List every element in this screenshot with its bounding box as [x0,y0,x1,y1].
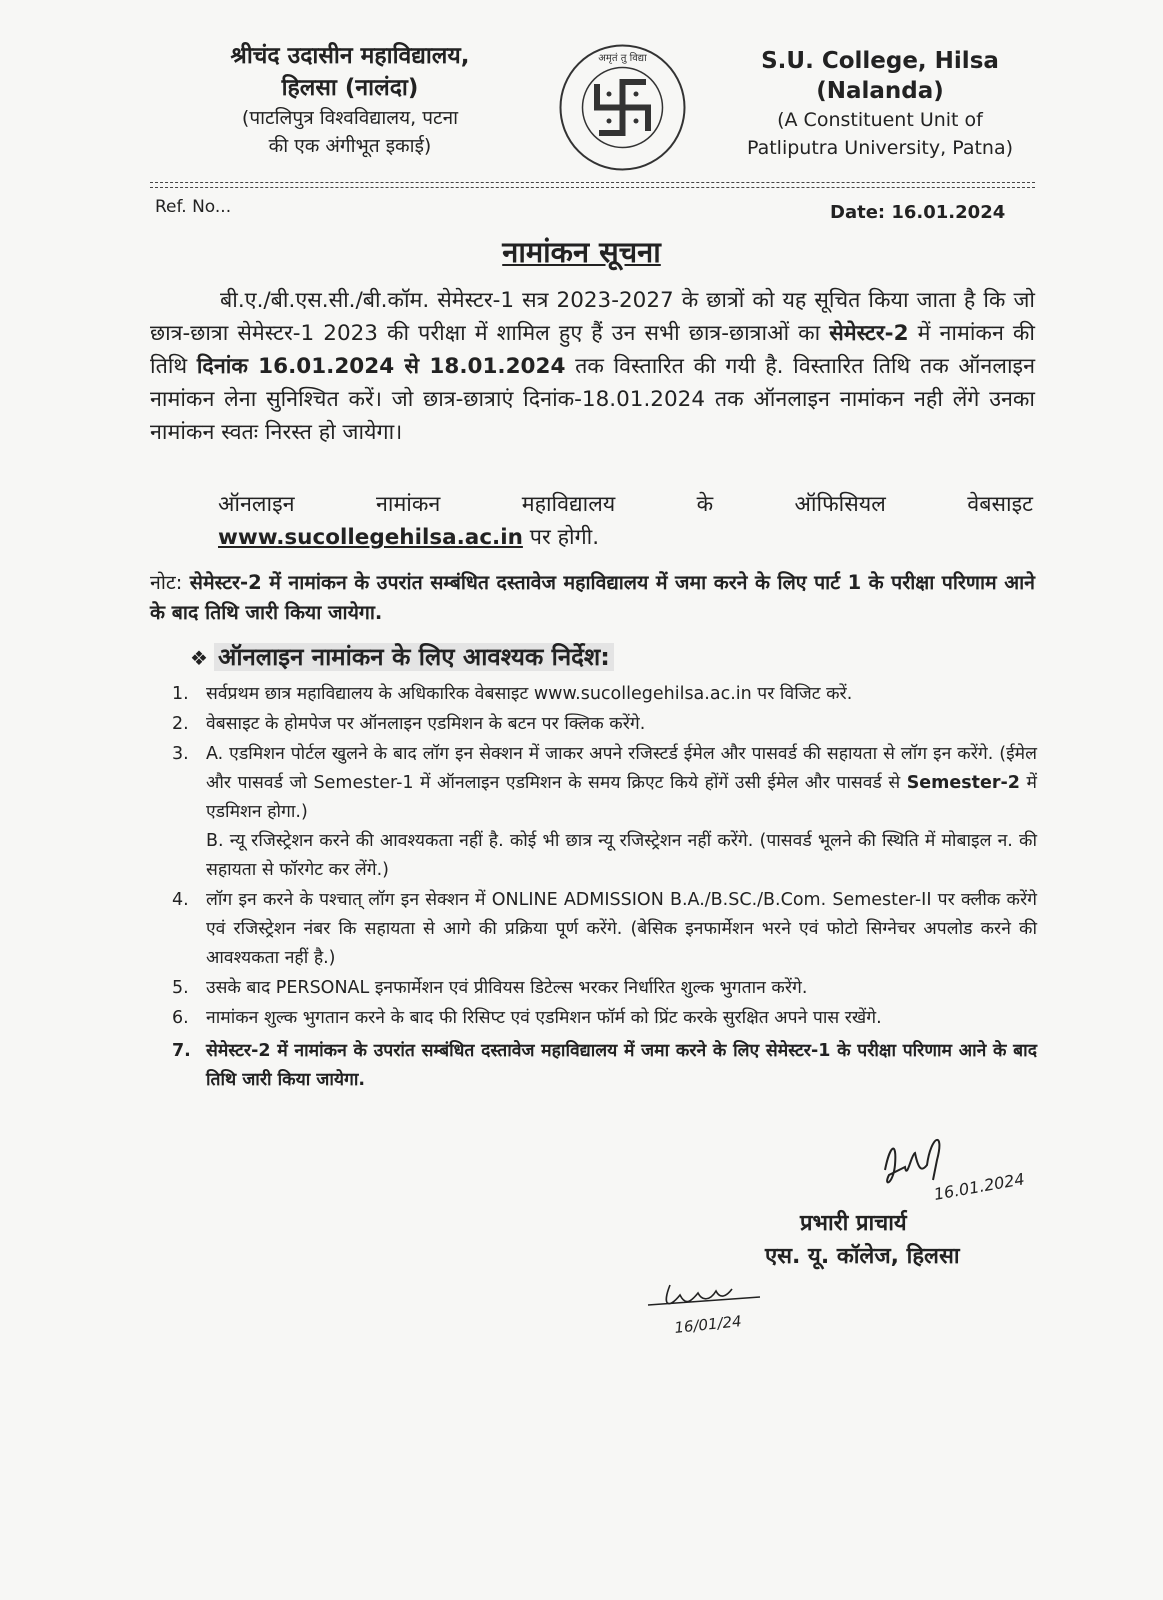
college-seal-icon [555,40,690,175]
note-label: नोट: [150,571,183,594]
header-hindi-university: (पाटलिपुत्र विश्वविद्यालय, पटना [241,107,459,129]
instructions-heading-text: ऑनलाइन नामांकन के लिए आवश्यक निर्देश: [214,643,614,671]
list-item-text-a: A. एडमिशन पोर्टल खुलने के बाद लॉग इन सेक्शन में जाकर अपने रजिस्टर्ड ईमेल और पासवर्ड की सहायता से लॉग इन करेंगे. (ईमेल और पासवर्ड जो Semester-1 में ऑनलाइन एडमिशन के समय क्रिएट किये होंगें उसी ईमेल और पासवर्ड से [206,744,1037,793]
list-item [172,1004,1037,1033]
para-text-a: बी.ए./बी.एस.सी./बी.कॉम. सेमेस्टर-1 सत्र 2023-2027 के छात्रों को यह सूचित किया जाता है कि जो छात्र-छात्रा सेमेस्टर-1 2023 की परीक्षा में शामिल हुए हैं उन सभी छात्र-छात्राओं का [150,288,1035,346]
college-name-sign: एस. यू. कॉलेज, हिलसा [765,1244,960,1269]
initials-date: 16/01/24 [673,1312,743,1337]
list-item-number: 3. [172,744,189,764]
diamond-bullet-icon: ❖ [190,646,208,670]
instructions-heading [190,640,614,673]
page-title [0,232,1163,271]
reference-number: Ref. No... [155,197,232,217]
list-item-text-b: में एडमिशन होगा.) [206,773,1037,822]
list-item-number: 4. [172,890,189,910]
list-item-number: 1. [172,684,189,704]
header-hindi-college-name: श्रीचंद उदासीन महाविद्यालय, [230,43,470,69]
list-item-text: वेबसाइट के होमपेज पर ऑनलाइन एडमिशन के बटन पर क्लिक करेंगे. [206,714,646,734]
list-item-bold: Semester-2 [906,773,1020,793]
online-words-row [218,488,1033,521]
seal-motto: अमृतं तु विद्या [598,53,647,64]
list-item-text-c: B. न्यू रजिस्ट्रेशन करने की आवश्यकता नहीं है. कोई भी छात्र न्यू रजिस्ट्रेशन नहीं करेंगे. (पासवर्ड भूलने की स्थिति में मोबाइल न. की सहायता से फॉरगेट कर लेंगे.) [206,831,1037,880]
list-item-text: सर्वप्रथम छात्र महाविद्यालय के अधिकारिक वेबसाइट www.sucollegehilsa.ac.in पर विजिट करें. [206,684,853,704]
principal-signature [875,1125,1075,1214]
online-admission-line [218,488,1033,554]
header-english-university: Patliputra University, Patna) [746,137,1014,159]
list-item [172,710,1037,739]
list-item-text: उसके बाद PERSONAL इनफार्मेशन एवं प्रीवियस डिटेल्स भरकर निर्धारित शुल्क भुगतान करेंगे. [206,978,808,998]
online-word: महाविद्यालय [521,492,616,517]
principal-designation: प्रभारी प्राचार्य [800,1211,907,1236]
website-row [218,521,1033,554]
note-text: सेमेस्टर-2 में नामांकन के उपरांत सम्बंधित दस्तावेज महाविद्यालय में जमा करने के लिए पार्ट 1 के परीक्षा परिणाम आने के बाद तिथि जारी किया जायेगा. [150,571,1035,624]
online-word: ऑनलाइन [218,492,295,517]
website-link[interactable]: www.sucollegehilsa.ac.in [218,525,523,550]
online-word: ऑफिसियल [794,492,886,517]
list-item-text: नामांकन शुल्क भुगतान करने के बाद फी रिसिप्ट एवं एडमिशन फॉर्म को प्रिंट करके सुरक्षित अपने पास रखेंगे. [206,1008,882,1028]
notice-date: Date: 16.01.2024 [830,202,1006,223]
para-text-c: में नामांकन की तिथि [150,321,1036,379]
list-item-number: 7. [172,1041,191,1061]
online-word: नामांकन [375,492,441,517]
header-english-block [730,46,1030,162]
list-item [172,680,1037,709]
website-tail: पर होगी. [522,525,600,550]
header-divider-top [150,182,1035,183]
list-item [172,886,1037,973]
header-hindi-unit: की एक अंगीभूत इकाई) [268,135,432,157]
instructions-list [172,680,1037,1096]
online-word: के [696,492,714,517]
header-english-place: (Nalanda) [816,78,944,104]
clerk-initials [640,1275,790,1349]
main-paragraph [150,284,1035,449]
signature-date: 16.01.2024 [932,1169,1026,1204]
list-item [172,740,1037,885]
para-bold-dates: दिनांक 16.01.2024 से 18.01.2024 [196,354,566,379]
list-item-text: सेमेस्टर-2 में नामांकन के उपरांत सम्बंधित दस्तावेज महाविद्यालय में जमा करने के लिए सेमेस्टर-1 के परीक्षा परिणाम आने के बाद तिथि जारी किया जायेगा. [206,1041,1037,1090]
list-item-text [206,740,1037,885]
header-hindi-place: हिलसा (नालंदा) [281,75,419,101]
para-text-e: तक विस्तारित की गयी है. विस्तारित तिथि तक ऑनलाइन नामांकन लेना सुनिश्चित करें। जो छात्र-छात्राएं दिनांक-18.01.2024 तक ऑनलाइन नामांकन नही लेंगे उनका नामांकन स्वतः निरस्त हो जायेगा। [150,354,1035,445]
list-item [172,1037,1037,1095]
header-divider-bottom [150,187,1035,188]
page-title-text: नामांकन सूचना [502,235,661,269]
list-item-text: लॉग इन करने के पश्चात् लॉग इन सेक्शन में ONLINE ADMISSION B.A./B.SC./B.Com. Semester-II पर क्लीक करेंगे एवं रजिस्ट्रेशन नंबर कि सहायता से आगे की प्रक्रिया पूर्ण करेंगे. (बेसिक इनफार्मेशन भरने एवं फोटो सिग्नेचर अपलोड करने की आवश्यकता नहीं है.) [206,890,1037,968]
list-item [172,974,1037,1003]
list-item-number: 5. [172,978,189,998]
online-word: वेबसाइट [967,492,1033,517]
header-english-unit: (A Constituent Unit of [777,109,983,131]
note-paragraph [150,568,1035,628]
header-hindi-block [170,40,530,160]
para-bold-semester: सेमेस्टर-2 [829,321,909,346]
header-english-college-name: S.U. College, Hilsa [761,48,999,74]
list-item-number: 6. [172,1008,189,1028]
list-item-number: 2. [172,714,189,734]
